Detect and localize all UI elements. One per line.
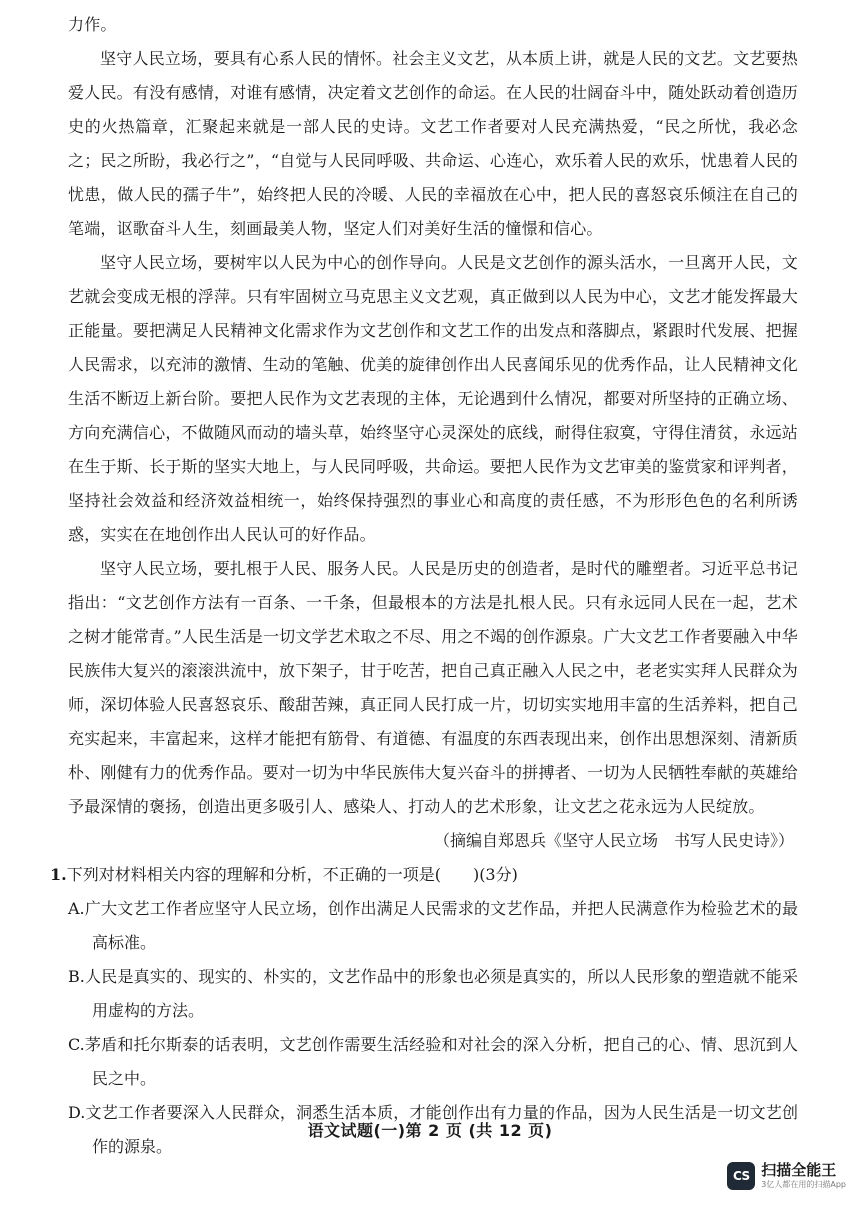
paragraph-3: 坚守人民立场，要扎根于人民、服务人民。人民是历史的创造者，是时代的雕塑者。习近平总书记指出：“文艺创作方法有一百条、一千条，但最根本的方法是扎根人民。只有永远同人民在一起，艺术之树才能常青。”人民生活是一切文学艺术取之不尽、用之不竭的创作源泉。广大文艺工作者要融入中华民族伟大复兴的滚滚洪流中，放下架子，甘于吃苦，把自己真正融入人民之中，老老实实拜人民群众为师，深切体验人民喜怒哀乐、酸甜苦辣，真正同人民打成一片，切切实实地用丰富的生活养料，把自己充实起来，丰富起来，这样才能把有筋骨、有道德、有温度的东西表现出来，创作出思想深刻、清新质朴、刚健有力的优秀作品。要对一切为中华民族伟大复兴奋斗的拼搏者、一切为人民牺牲奉献的英雄给予最深情的褒扬，创造出更多吸引人、感染人、打动人的艺术形象，让文艺之花永远为人民绽放。: [68, 559, 798, 816]
option-b-label: B.: [68, 967, 85, 986]
question-stem-text: 下列对材料相关内容的理解和分析，不正确的一项是( )(3分): [66, 865, 518, 884]
option-a-text: 广大文艺工作者应坚守人民立场，创作出满足人民需求的文艺作品，并把人民满意作为检验艺术的最高标准。: [84, 899, 798, 952]
paragraph-0: 力作。: [68, 15, 117, 34]
paragraph-2: 坚守人民立场，要树牢以人民为中心的创作导向。人民是文艺创作的源头活水，一旦离开人民，文艺就会变成无根的浮萍。只有牢固树立马克思主义文艺观，真正做到以人民为中心，文艺才能发挥最大正能量。要把满足人民精神文化需求作为文艺创作和文艺工作的出发点和落脚点，紧跟时代发展、把握人民需求，以充沛的激情、生动的笔触、优美的旋律创作出人民喜闻乐见的优秀作品，让人民精神文化生活不断迈上新台阶。要把人民作为文艺表现的主体，无论遇到什么情况，都要对所坚持的正确立场、方向充满信心，不做随风而动的墙头草，始终坚守心灵深处的底线，耐得住寂寞，守得住清贫，永远站在生于斯、长于斯的坚实大地上，与人民同呼吸，共命运。要把人民作为文艺审美的鉴赏家和评判者，坚持社会效益和经济效益相统一，始终保持强烈的事业心和高度的责任感，不为形形色色的名利所诱惑，实实在在地创作出人民认可的好作品。: [68, 253, 798, 544]
scanner-watermark: [727, 1162, 846, 1190]
question-stem: [50, 858, 798, 892]
option-c: [68, 1028, 798, 1096]
option-a: [68, 892, 798, 960]
watermark-text: [761, 1162, 846, 1189]
watermark-subtitle: 3亿人都在用的扫描App: [761, 1179, 846, 1189]
paragraph-1: 坚守人民立场，要具有心系人民的情怀。社会主义文艺，从本质上讲，就是人民的文艺。文艺要热爱人民。有没有感情，对谁有感情，决定着文艺创作的命运。在人民的壮阔奋斗中，随处跃动着创造历史的火热篇章，汇聚起来就是一部人民的史诗。文艺工作者要对人民充满热爱，“民之所忧，我必念之；民之所盼，我必行之”，“自觉与人民同呼吸、共命运、心连心，欢乐着人民的欢乐，忧患着人民的忧患，做人民的孺子牛”，始终把人民的冷暖、人民的幸福放在心中，把人民的喜怒哀乐倾注在自己的笔端，讴歌奋斗人生，刻画最美人物，坚定人们对美好生活的憧憬和信心。: [68, 49, 798, 238]
option-a-label: A.: [68, 899, 85, 918]
option-b-text: 人民是真实的、现实的、朴实的，文艺作品中的形象也必须是真实的，所以人民形象的塑造就不能采用虚构的方法。: [84, 967, 798, 1020]
camscanner-logo-icon: CS: [727, 1162, 755, 1190]
question-number: 1.: [50, 865, 67, 884]
document-page: [50, 8, 798, 1164]
option-c-label: C.: [68, 1035, 85, 1054]
option-b: [68, 960, 798, 1028]
option-c-text: 茅盾和托尔斯泰的话表明，文艺创作需要生活经验和对社会的深入分析，把自己的心、情、思沉到人民之中。: [84, 1035, 798, 1088]
option-d-label: D.: [68, 1103, 86, 1122]
option-d-text: 文艺工作者要深入人民群众，洞悉生活本质，才能创作出有力量的作品，因为人民生活是一切文艺创作的源泉。: [85, 1103, 798, 1156]
page-footer: 语文试题(一)第 2 页 (共 12 页): [307, 1121, 553, 1140]
watermark-title: 扫描全能王: [761, 1161, 837, 1180]
source-citation: （摘编自郑恩兵《坚守人民立场 书写人民史诗》）: [433, 831, 794, 850]
